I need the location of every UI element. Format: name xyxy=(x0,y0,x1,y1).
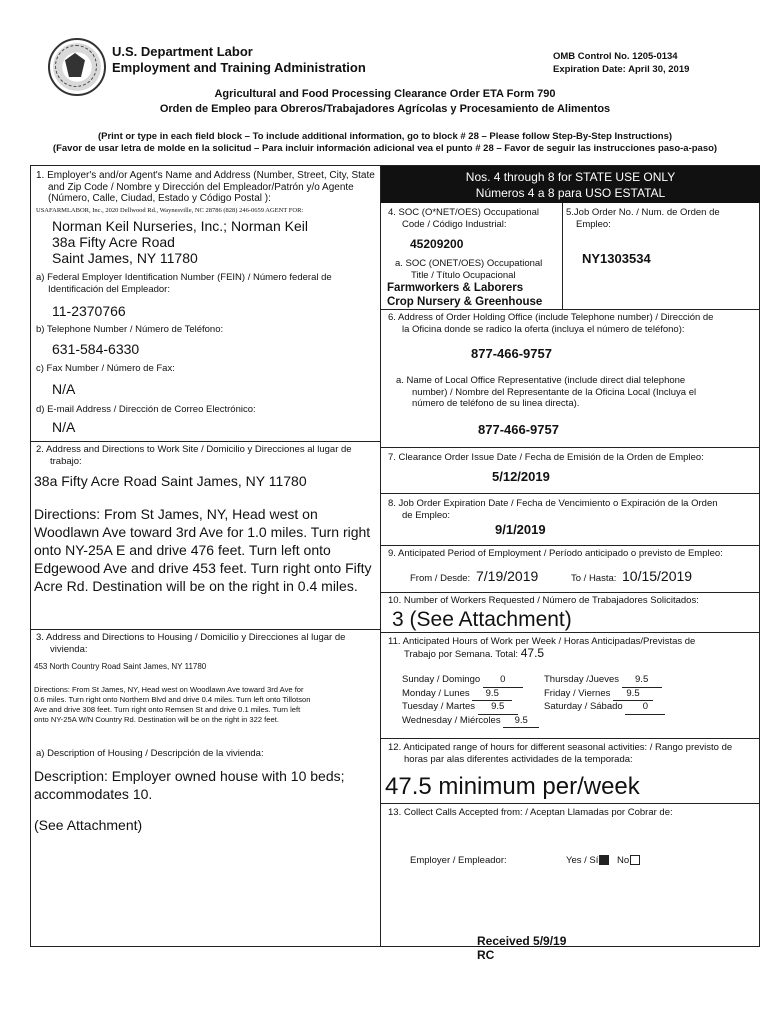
issue-date: 5/12/2019 xyxy=(492,469,550,484)
housing-directions: Directions: From St James, NY, Head west on Woodlawn Ave toward 3rd Ave for 0.6 miles. Turn right onto Northern Blvd and drive 0.4 miles. Turn left onto Tillotson Ave and drive 308 feet. Turn right onto Remsen St and drive 0.1 miles. Turn left onto NY-25A W/N Country Rd. Destination will be on the right in 322 feet. xyxy=(34,685,311,724)
instructions-es: (Favor de usar letra de molde en la solicitud – Para incluir información adicional vea el punto # 28 – Favor de seguir las instrucciones paso-a-paso) xyxy=(52,143,718,154)
worksite-address: 38a Fifty Acre Road Saint James, NY 11780 xyxy=(34,473,307,489)
thursday-hours: 9.5 xyxy=(622,674,662,688)
divider xyxy=(380,632,760,633)
sunday-hours: 0 xyxy=(483,674,523,688)
block6a-label: a. Name of Local Office Representative (include direct dial telephone number) / Nombre del Representante de la Oficina Local (Incluya el número de teléfono de su linea directa). xyxy=(396,375,697,409)
from-label: From / Desde: xyxy=(410,573,471,584)
block4-label: 4. SOC (O*NET/OES) Occupational Code / Código Industrial: xyxy=(388,207,539,230)
form-title: Agricultural and Food Processing Clearance Order ETA Form 790 xyxy=(214,88,556,100)
divider xyxy=(30,629,380,630)
from-date: 7/19/2019 xyxy=(476,568,539,584)
housing-address: 453 North Country Road Saint James, NY 11780 xyxy=(34,662,207,671)
job-order-number: NY1303534 xyxy=(582,251,651,266)
workers-requested: 3 (See Attachment) xyxy=(392,608,572,631)
block11-label: 11. Anticipated Hours of Work per Week / Horas Anticipadas/Previstas de Trabajo por Semana. Total: 47.5 xyxy=(388,636,696,660)
see-attachment: (See Attachment) xyxy=(34,817,143,833)
soc-code: 45209200 xyxy=(410,237,464,251)
omb-expiration: Expiration Date: April 30, 2019 xyxy=(553,64,690,75)
employer-street: 38a Fifty Acre Road xyxy=(52,234,175,250)
agency-header xyxy=(112,44,366,76)
yes-checkbox[interactable] xyxy=(599,855,609,865)
occupation-title: Farmworkers & Laborers Crop Nursery & Greenhouse xyxy=(387,282,543,308)
divider xyxy=(380,447,760,448)
divider xyxy=(30,441,380,442)
email-label: d) E-mail Address / Dirección de Correo Electrónico: xyxy=(36,404,256,415)
divider xyxy=(380,592,760,593)
block7-label: 7. Clearance Order Issue Date / Fecha de Emisión de la Orden de Empleo: xyxy=(388,452,704,463)
phone-label: b) Telephone Number / Número de Teléfono: xyxy=(36,324,224,335)
hours-days-left: Sunday / Domingo 0 Monday / Lunes 9.5 Tuesday / Martes 9.5 Wednesday / Miércoles 9.5 xyxy=(402,674,539,728)
monday-hours: 9.5 xyxy=(472,688,512,702)
column-divider xyxy=(380,165,381,947)
fein-value: 11-2370766 xyxy=(52,303,126,319)
block6-label: 6. Address of Order Holding Office (include Telephone number) / Dirección de la Oficina donde se radico la oferta (incluya el número de teléfono): xyxy=(388,312,714,335)
block3-label: 3. Address and Directions to Housing / Domicilio y Direcciones al lugar de vivienda: xyxy=(36,632,346,655)
to-label: To / Hasta: xyxy=(571,573,617,584)
divider xyxy=(380,493,760,494)
received-stamp: Received 5/9/19 RC xyxy=(477,934,567,962)
employer-name: Norman Keil Nurseries, Inc.; Norman Keil xyxy=(52,218,308,234)
block5-label: 5.Job Order No. / Num. de Orden de Empleo: xyxy=(566,207,720,230)
block12-label: 12. Anticipated range of hours for different seasonal activities: / Rango previsto de horas par alas diferentes actividades de la temporada: xyxy=(388,742,733,765)
agent-line: USAFARMLABOR, Inc., 2020 Dellwood Rd., Waynesville, NC 28786 (828) 246-0659 AGENT FOR: xyxy=(36,207,304,214)
omb-info xyxy=(553,50,689,76)
block8-label: 8. Job Order Expiration Date / Fecha de Vencimiento o Expiración de la Orden de Empleo: xyxy=(388,498,718,521)
divider xyxy=(380,738,760,739)
employer-label: Employer / Empleador: xyxy=(410,855,507,866)
divider xyxy=(380,309,760,310)
fax-label: c) Fax Number / Número de Fax: xyxy=(36,363,175,374)
friday-hours: 9.5 xyxy=(613,688,653,702)
employer-city: Saint James, NY 11780 xyxy=(52,250,198,266)
block4a-label: a. SOC (ONET/OES) Occupational Title / Título Ocupacional xyxy=(395,258,543,281)
hours-range: 47.5 minimum per/week xyxy=(385,773,640,800)
housing-desc-label: a) Description of Housing / Descripción de la vivienda: xyxy=(36,748,264,759)
phone-value: 631-584-6330 xyxy=(52,341,140,357)
worksite-directions: Directions: From St James, NY, Head west on Woodlawn Ave toward 3rd Ave for 1.0 miles. Turn right onto NY-25A E and drive 476 feet. Turn left onto Edgewood Ave and drive 453 feet. Turn right onto Fifty Acre Rd. Destination will be on the right in 0.4 miles. xyxy=(34,506,372,594)
state-use-banner: Nos. 4 through 8 for STATE USE ONLY Números 4 a 8 para USO ESTATAL xyxy=(381,166,760,203)
office-phone: 877-466-9757 xyxy=(471,346,552,361)
block1-label: 1. Employer's and/or Agent's Name and Address (Number, Street, City, State and Zip Code / Nombre y Dirección del Empleador/Patrón y/o Agente (Número, Calle, Ciudad, Estado y Código Postal ): xyxy=(36,170,375,204)
block2-label: 2. Address and Directions to Work Site / Domicilio y Direcciones al lugar de trabajo: xyxy=(36,444,352,467)
block9-label: 9. Anticipated Period of Employment / Período anticipado o previsto de Empleo: xyxy=(388,548,723,559)
divider xyxy=(380,545,760,546)
omb-control: OMB Control No. 1205-0134 xyxy=(553,51,678,62)
expiration-date: 9/1/2019 xyxy=(495,522,546,537)
sub-agency-name: Employment and Training Administration xyxy=(112,60,366,75)
no-checkbox[interactable] xyxy=(630,855,640,865)
tuesday-hours: 9.5 xyxy=(478,701,518,715)
no-option: No xyxy=(617,855,640,867)
fax-value: N/A xyxy=(52,381,76,397)
housing-description: Description: Employer owned house with 10 beds; accommodates 10. xyxy=(34,768,345,802)
divider xyxy=(380,803,760,804)
block4-5-divider xyxy=(562,203,563,309)
wednesday-hours: 9.5 xyxy=(503,715,539,729)
block10-label: 10. Number of Workers Requested / Número de Trabajadores Solicitados: xyxy=(388,595,699,606)
yes-option: Yes / Sí xyxy=(566,855,609,867)
email-value: N/A xyxy=(52,419,76,435)
representative-phone: 877-466-9757 xyxy=(478,422,559,437)
to-date: 10/15/2019 xyxy=(622,568,693,584)
agency-name: U.S. Department Labor xyxy=(112,44,253,59)
saturday-hours: 0 xyxy=(625,701,665,715)
form-title-es: Orden de Empleo para Obreros/Trabajadores Agrícolas y Procesamiento de Alimentos xyxy=(159,103,611,115)
total-hours: 47.5 xyxy=(520,645,545,660)
fein-label: a) Federal Employer Identification Number (FEIN) / Número federal de Identificación del Empleador: xyxy=(36,272,332,295)
instructions-en: (Print or type in each field block – To include additional information, go to block # 28 – Please follow Step-By-Step Instructions) xyxy=(97,131,673,142)
block13-label: 13. Collect Calls Accepted from: / Aceptan Llamadas por Cobrar de: xyxy=(388,807,673,818)
hours-days-right: Thursday /Jueves 9.5 Friday / Viernes 9.5 Saturday / Sábado 0 xyxy=(544,674,665,715)
